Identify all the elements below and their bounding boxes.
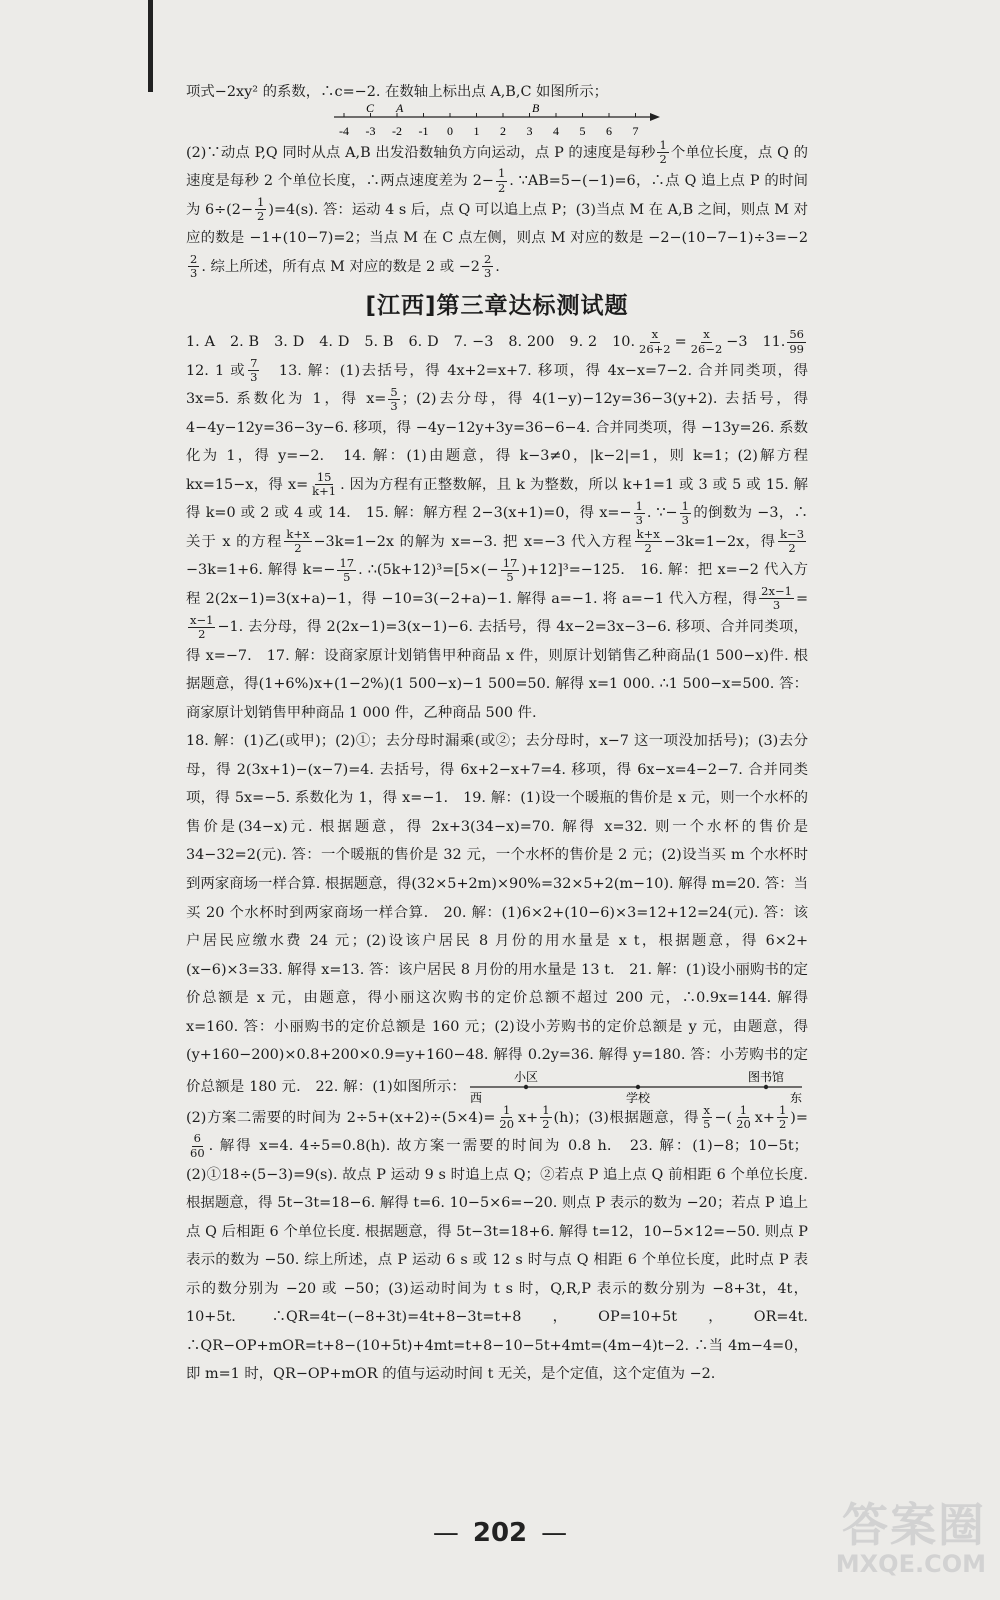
binding-edge [148,0,153,92]
text: . [495,258,500,275]
text: −( [714,1109,733,1126]
point-label-b: B [532,100,540,115]
denominator: 3 [772,598,781,613]
fraction [777,1104,788,1131]
map-label-dong: 东 [790,1090,803,1104]
numerator: 15 [316,470,332,485]
numerator: x [703,1102,711,1117]
tick-label: 5 [579,123,586,138]
text: )+12]³=−125. 16. 解：把 x=−2 代入方程 2(2x−1)=3(x+a)−1，得 −10=3(−2+a)−1. 解得 a=−1. 将 a=−1 代入方程，得 [186,562,809,607]
numerator: 5 [390,384,398,399]
tick-label: 4 [553,123,559,138]
text: (2)方案二需要的时间为 2÷5+(x+2)÷(5×4)= [186,1109,496,1126]
text: = [795,590,808,607]
text: −3 11. [726,334,786,351]
text: . ∵− [646,505,678,522]
watermark-site: MXQE.COM [835,1550,986,1578]
numerator: 17 [502,555,518,570]
fraction [501,557,520,584]
text: 1. A 2. B 3. D 4. D 5. B 6. D 7. −3 8. 200 9. 2 10. [186,334,636,351]
map-point [524,1084,528,1088]
fraction [734,1104,753,1131]
axis-arrow [650,113,660,121]
fraction [701,1104,712,1131]
text: 12. 1 或 [186,362,247,379]
fraction [496,167,507,194]
tick-label: 3 [526,123,533,138]
answer-content [186,78,808,1389]
fraction [310,471,338,498]
fraction [188,1132,207,1159]
numerator: 1 [681,498,689,513]
text: −3k=1+6. 解得 k=− [186,562,336,579]
numerator: 7 [250,355,258,370]
fraction [637,328,673,355]
number-line [332,101,662,143]
denominator: 99 [789,341,804,356]
fraction [657,139,668,166]
text: . 解得 x=4. 4÷5=0.8(h). 故方案一需要的时间为 0.8 h. 23. 解：(1)−8；10−5t；(2)①18÷(5−3)=9(s). 故点 P 运动 9 s 时追上点 Q；②若点 P 追上点 Q 前相距 6 个单位长度. 根据题意，得 5t−3t=18−6. 解得 t=6. 10−5×6=−20. 则点 P 表示的数为 −20；若点 P 追上点 Q 后相距 6 个单位长度. 根据题意，得 5t−3t=18+6. 解得 t=12，10−5×12=−50. 则点 P 表示的数为 −50. 综上所述，点 P 运动 6 s 或 12 s 时与点 Q 相距 6 个单位长度，此时点 P 表示的数分别为 −20 或 −50；(3)运动时间为 t s 时，Q,R,P 表示的数分别为 −8+3t，4t，10+5t. ∴QR=4t−(−8+3t)=4t+8−3t=t+8，OP=10+5t，OR=4t. ∴QR−OP+mOR=t+8−(10+5t)+4mt=t+8−10−5t+4mt=(4m−4)t−2. ∴当 4m−4=0，即 m=1 时，QR−OP+mOR 的值与运动时间 t 无关，是个定值，这个定值为 −2. [186,1138,808,1383]
tick-label: 1 [473,123,480,138]
watermark [836,1500,986,1578]
fraction [188,614,215,641]
tick-label: -1 [418,123,429,138]
numerator: k+x [636,527,660,542]
denominator: 3 [250,370,258,385]
numerator: 1 [778,1102,787,1117]
numerator: 2 [190,251,198,266]
denominator: k+1 [312,484,337,499]
fraction [635,528,662,555]
numerator: 17 [339,555,355,570]
tick-label: 0 [447,123,453,138]
denominator: 3 [483,266,492,281]
numerator: 56 [789,327,804,342]
text: . 综上所述，所有点 M 对应的数是 2 或 −2 [201,258,480,275]
footer-dash: — [541,1518,568,1548]
page-number: 202 [472,1518,528,1548]
footer-dash: — [432,1518,459,1548]
denominator: 2 [542,1117,550,1132]
numerator: 1 [542,1102,550,1117]
text: ；(2)去分母，得 4(1−y)−12y=36−3(y+2). 去括号，得 4−4y−12y=36−3y−6. 移项，得 −4y−12y+3y=36−6−4. 合并同类项，得 −13y=26. 系数化为 1，得 y=−2. 14. 解：(1)由题意，得 k−3≠0，|k−2|=1，则 k=1；(2)解方程 kx=15−x，得 x= [186,391,808,493]
denominator: 2 [257,209,265,224]
text: )=4(s). 答：运动 4 s 后，点 Q 可以追上点 P；(3)当点 M 在 A,B 之间，则点 M 对应的数是 −1+(10−7)=2；当点 M 在 C 点左侧，则点 M 对应的数是 −2−(10−7−1)÷3=−2 [186,201,808,247]
denominator: 2 [644,541,652,556]
numerator: 1 [659,137,667,152]
numerator: x−1 [190,612,214,627]
denominator: 2 [294,541,302,556]
text: = [674,334,687,351]
text: 个单位长度，点 Q 的速度是每秒 2 个单位长度，∴两点速度差为 2− [186,144,808,190]
denominator: 2 [659,152,667,167]
tick-label: -3 [365,123,376,138]
numerator: k+x [286,527,310,542]
denominator: 26+2 [639,341,671,356]
numerator: 6 [193,1131,201,1146]
fraction [778,528,806,555]
point-label-c: C [366,100,375,115]
paragraph [186,328,808,727]
fraction [787,328,806,355]
text: . ∴(5k+12)³=[5×(− [358,562,499,579]
numerator: x [651,327,659,342]
map-label-xuexiao: 学校 [626,1090,651,1104]
text: −1. 去分母，得 2(2x−1)=3(x−1)−6. 去括号，得 4x−2=3x−3−6. 移项、合并同类项，得 x=−7. 17. 解：设商家原计划销售甲种商品 x 件，则原计划销售乙种商品(1 500−x)件. 根据题意，得(1+6%)x+(1−2%)(1 500−x)−1 500=50. 解得 x=1 000. ∴1 500−x=500. 答：商家原计划销售甲种商品 1 000 件，乙种商品 500 件. [186,619,808,721]
denominator: 20 [736,1117,751,1132]
numerator: 1 [503,1102,511,1117]
route-map [466,1070,808,1104]
denominator: 2 [497,180,506,195]
text: 13. 解：(1)去括号，得 4x+2=x+7. 移项，得 4x−x=7−2. 合并同类项，得 3x=5. 系数化为 1，得 x= [186,362,808,408]
numerator: k−3 [780,527,805,542]
denominator: 20 [499,1117,515,1132]
numerator: 1 [635,498,643,513]
numerator: 1 [497,166,506,181]
numerator: 1 [739,1102,748,1117]
paragraph [186,139,808,282]
tick-label: 7 [632,123,639,138]
denominator: 3 [681,512,689,527]
map-label-xiaoqu: 小区 [514,1069,539,1084]
fraction [689,328,725,355]
paragraph [186,727,808,1388]
numerator: x [703,327,710,342]
text: . 因为方程有正整数解，且 k 为整数，所以 k+1=1 或 3 或 5 或 15. 解得 k=0 或 2 或 4 或 14. 15. 解：解方程 2−3(x+1)=0，得 x=− [186,476,808,522]
fraction [388,386,399,413]
text: (h)；(3)根据题意，得 [553,1109,700,1126]
fraction [540,1104,551,1131]
denominator: 5 [703,1117,711,1132]
denominator: 5 [343,569,351,584]
watermark-brand: 答案圈 [842,1498,986,1552]
text: 的倒数为 −3，∴关于 x 的方程 [186,505,808,550]
text: 项式−2xy² 的系数，∴c=−2. 在数轴上标出点 A,B,C 如图所示； [186,84,608,100]
number-line-figure [186,101,808,143]
text: x+ [754,1109,775,1126]
tick-label: -2 [392,123,402,138]
fraction [482,253,493,280]
fraction [188,253,199,280]
tick-label: -4 [339,123,349,138]
fraction [759,585,794,612]
denominator: 5 [506,569,514,584]
text: 18. 解：(1)乙(或甲)；(2)①；去分母时漏乘(或②；去分母时，x−7 这一项没加括号)；(3)去分母，得 2(3x+1)−(x−7)=4. 去括号，得 6x+2−x+7=4. 移项，得 6x−x=4−2−7. 合并同类项，得 5x=−5. 系数化为 1，得 x=−1. 19. 解：(1)设一个暖瓶的售价是 x 元，则一个水杯的售价是(34−x)元. 根据题意，得 2x+3(34−x)=70. 解得 x=32. 则一个水杯的售价是 34−32=2(元). 答：一个暖瓶的售价是 32 元，一个水杯的售价是 2 元；(2)设当买 m 个水杯时到两家商场一样合算. 根据题意，得(32×5+2m)×90%=32×5+2(m−10). 解得 m=20. 答：当买 20 个水杯时到两家商场一样合算. 20. 解：(1)6×2+(10−6)×3=12+12=24(元). 答：该户居民应缴水费 24 元；(2)设该户居民 8 月份的用水量是 x t，根据题意，得 6×2+(x−6)×3=33. 解得 x=13. 答：该户居民 8 月份的用水量是 13 t. 21. 解：(1)设小丽购书的定价总额是 x 元，由题意，得小丽这次购书的定价总额不超过 200 元，∴0.9x=144. 解得 x=160. 答：小丽购书的定价总额是 160 元；(2)设小芳购书的定价总额是 y 元，由题意，得(y+160−200)×0.8+200×0.9=y+160−48. 解得 0.2y=36. 解得 y=180. 答：小芳购书的定价总额是 180 元. 22. 解：(1)如图所示： [186,733,808,1095]
fraction [248,357,259,384]
denominator: 2 [788,541,796,556]
numerator: 1 [257,194,265,209]
map-label-tushuguan: 图书馆 [748,1069,785,1084]
fraction [634,500,645,527]
fraction [284,528,311,555]
numerator: 2 [483,251,492,266]
denominator: 3 [635,512,643,527]
tick-label: 6 [606,123,612,138]
text: (2)∵动点 P,Q 同时从点 A,B 出发沿数轴负方向运动，点 P 的速度是每秒 [186,144,656,161]
map-label-xi: 西 [470,1090,483,1104]
numerator: 2x−1 [761,584,792,599]
point-label-a: A [396,100,404,115]
denominator: 2 [778,1117,787,1132]
section-title: [江西]第三章达标测试题 [365,293,629,320]
map-point [636,1084,640,1088]
denominator: 3 [390,398,398,413]
tick-label: 2 [500,123,506,138]
denominator: 60 [190,1145,205,1160]
text: . ∵AB=5−(−1)=6，∴点 Q 追上点 P 的时间为 6÷(2− [186,173,808,218]
map-point [764,1084,768,1088]
denominator: 3 [190,266,198,281]
fraction [255,196,266,223]
text: −3k=1−2x，得 [663,533,777,550]
fraction [680,500,691,527]
text: )= [790,1109,808,1126]
denominator: 26−2 [690,341,723,356]
fraction [497,1104,516,1131]
denominator: 2 [198,626,206,641]
text: x+ [518,1109,539,1126]
text: −3k=1−2x 的解为 x=−3. 把 x=−3 代入方程 [313,533,633,550]
fraction [337,557,356,584]
